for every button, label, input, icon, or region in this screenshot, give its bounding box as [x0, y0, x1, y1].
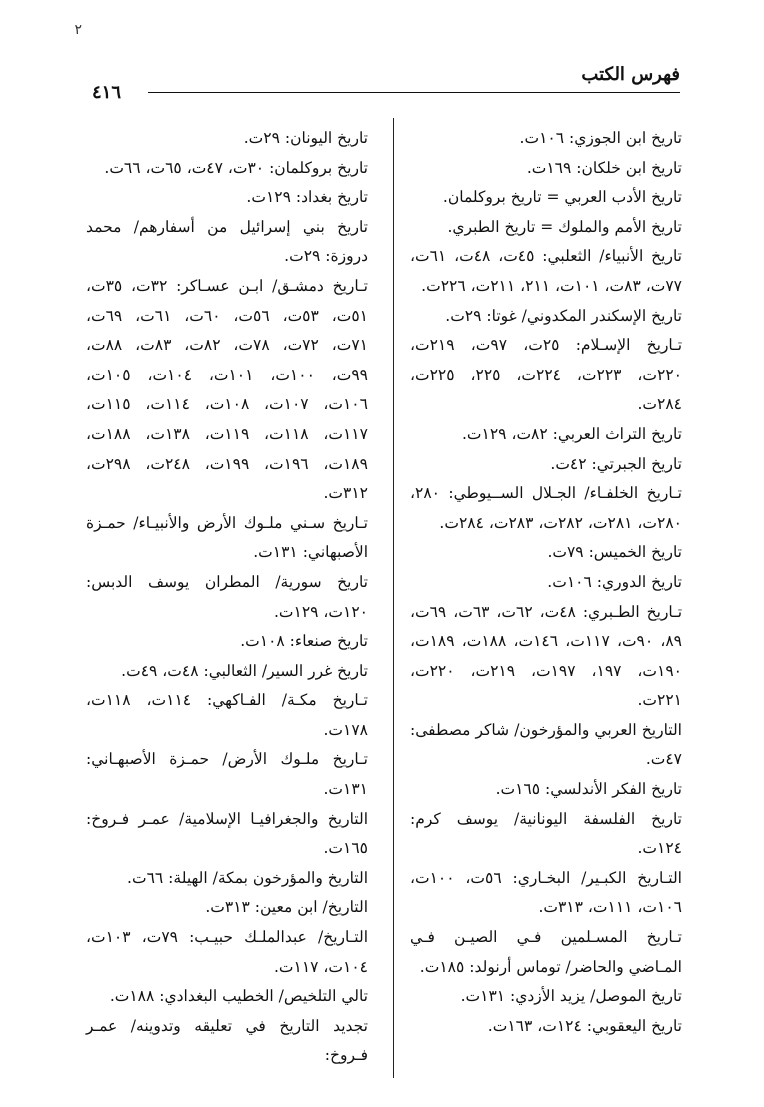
- index-entry: تاريخ غرر السير/ الثعالبي: ٤٨ت، ٤٩ت.: [121, 661, 368, 680]
- index-entry: التاريخ/ ابن معين: ٣١٣ت.: [205, 898, 368, 917]
- index-entry: التاريخ العربي والمؤرخون/ شاكر مصطفى: ٤٧ت.: [410, 720, 682, 769]
- index-entry: تـاريخ مكـة/ الفـاكهي: ١١٤ت، ١١٨ت، ١٧٨ت.: [86, 691, 368, 739]
- index-entry: التـاريخ/ عبدالملـك حبيـب: ٧٩ت، ١٠٣ت، ١٠٤ت، ١١٧ت.: [86, 928, 369, 976]
- index-entry: التاريخ والمؤرخون بمكة/ الهيلة: ٦٦ت.: [127, 868, 368, 887]
- index-entry: تاريخ بني إسرائيل من أسفارهم/ محمد دروزة: ٢٩ت.: [86, 217, 368, 266]
- page-number: ٤١٦: [92, 82, 122, 103]
- page-header: [88, 62, 680, 102]
- index-entry: تاريخ اليعقوبي: ١٢٤ت، ١٦٣ت.: [487, 1016, 682, 1035]
- index-entry: تاريخ الجبرتي: ٤٢ت.: [550, 454, 682, 473]
- index-entry: تاريخ الخميس: ٧٩ت.: [547, 543, 682, 562]
- index-entry: تـاريخ المسـلمين فـي الصيـن فـي المـاضي والحاضر/ توماس أرنولد: ١٨٥ت.: [410, 928, 682, 976]
- index-entry: تاريخ ابن خلكان: ١٦٩ت.: [526, 158, 682, 177]
- index-entry: تاريخ بغداد: ١٢٩ت.: [246, 188, 368, 207]
- index-entry: تاريخ الأنبياء/ الثعلبي: ٤٥ت، ٤٨ت، ٦١ت، ٧٧ت، ٨٣ت، ١٠١ت، ٢١١، ٢١١ت، ٢٢٦ت.: [410, 247, 682, 295]
- index-entry: تاريخ الموصل/ يزيد الأزدي: ١٣١ت.: [460, 987, 682, 1006]
- index-entry: تاريخ الفلسفة اليونانية/ يوسف كرم: ١٢٤ت.: [410, 809, 682, 858]
- index-entry: تاريخ سورية/ المطران يوسف الدبس: ١٢٠ت، ١٢٩ت.: [86, 572, 368, 621]
- index-entry: تاريخ الدوري: ١٠٦ت.: [547, 572, 682, 591]
- index-entry: تجديد التاريخ في تعليقه وتدوينه/ عمـر فـروخ:: [86, 1016, 368, 1065]
- index-entry: تاريخ الفكر الأندلسي: ١٦٥ت.: [495, 780, 682, 799]
- index-entry: تـاريخ الخلفـاء/ الجـلال الســيوطي: ٢٨٠، ٢٨٠ت، ٢٨١ت، ٢٨٢ت، ٢٨٣ت، ٢٨٤ت.: [410, 484, 682, 532]
- index-entry: تاريخ اليونان: ٢٩ت.: [243, 129, 368, 147]
- header-rule: [474, 92, 680, 93]
- index-entry: التاريخ والجغرافيـا الإسلامية/ عمـر فـروخ: ١٦٥ت.: [86, 809, 368, 858]
- index-entry: تاريخ التراث العربي: ٨٢ت، ١٢٩ت.: [462, 424, 682, 443]
- running-title: فهرس الكتب: [581, 64, 680, 85]
- header-rule-left: [148, 92, 474, 93]
- index-entry: تـاريخ الإسـلام: ٢٥ت، ٩٧ت، ٢١٩ت، ٢٢٠ت، ٢٢٣ت، ٢٢٤ت، ٢٢٥، ٢٢٥ت، ٢٨٤ت.: [410, 336, 683, 414]
- index-entry: تاريخ بروكلمان: ٣٠ت، ٤٧ت، ٦٥ت، ٦٦ت.: [104, 158, 368, 177]
- corner-mark: ٢: [74, 22, 82, 38]
- index-entry: تـاريخ دمشـق/ ابـن عسـاكر: ٣٢ت، ٣٥ت، ٥١ت، ٥٣ت، ٥٦ت، ٦٠ت، ٦١ت، ٦٩ت، ٧١ت، ٧٢ت، ٧٨ت، ٨٢ت، ٨٣ت، ٨٨ت، ٩٩ت، ١٠٠ت، ١٠١ت، ١٠٤ت، ١٠٥ت، ١٠٦ت، ١٠٧ت، ١٠٨ت، ١١٤ت، ١١٥ت، ١١٧ت، ١١٨ت، ١١٩ت، ١٣٨ت، ١٨٨ت، ١٨٩ت، ١٩٦ت، ١٩٩ت، ٢٤٨ت، ٢٩٨ت، ٣١٢ت.: [86, 276, 369, 503]
- index-entry: تاريخ الأدب العربي = تاريخ بروكلمان.: [442, 188, 682, 207]
- index-entry: تـاريخ ملـوك الأرض/ حمـزة الأصبهـاني: ١٣١ت.: [86, 750, 368, 799]
- index-entry: التـاريخ الكبـير/ البخـاري: ٥٦ت، ١٠٠ت، ١٠٦ت، ١١١ت، ٣١٣ت.: [410, 868, 682, 917]
- column-divider: [393, 118, 394, 1078]
- index-entry: تاريخ صنعاء: ١٠٨ت.: [240, 632, 368, 651]
- index-entry: تاريخ الأمم والملوك = تاريخ الطبري.: [447, 217, 682, 236]
- index-entry: تـاريخ الطـبري: ٤٨ت، ٦٢ت، ٦٣ت، ٦٩ت، ٨٩، ٩٠ت، ١١٧ت، ١٤٦ت، ١٨٨ت، ١٨٩ت، ١٩٠ت، ١٩٧، ١٩٧ت، ٢١٩ت، ٢٢٠ت، ٢٢١ت.: [410, 602, 683, 710]
- index-column-right: [410, 124, 682, 1041]
- index-column-left: [86, 124, 368, 1071]
- index-entry: تاريخ الإسكندر المكدوني/ غوتا: ٢٩ت.: [445, 306, 682, 325]
- index-entry: تاريخ ابن الجوزي: ١٠٦ت.: [519, 129, 682, 147]
- index-entry: تـاريخ سـني ملـوك الأرض والأنبيـاء/ حمـزة الأصبهاني: ١٣١ت.: [86, 513, 368, 562]
- index-entry: تالي التلخيص/ الخطيب البغدادي: ١٨٨ت.: [109, 987, 368, 1006]
